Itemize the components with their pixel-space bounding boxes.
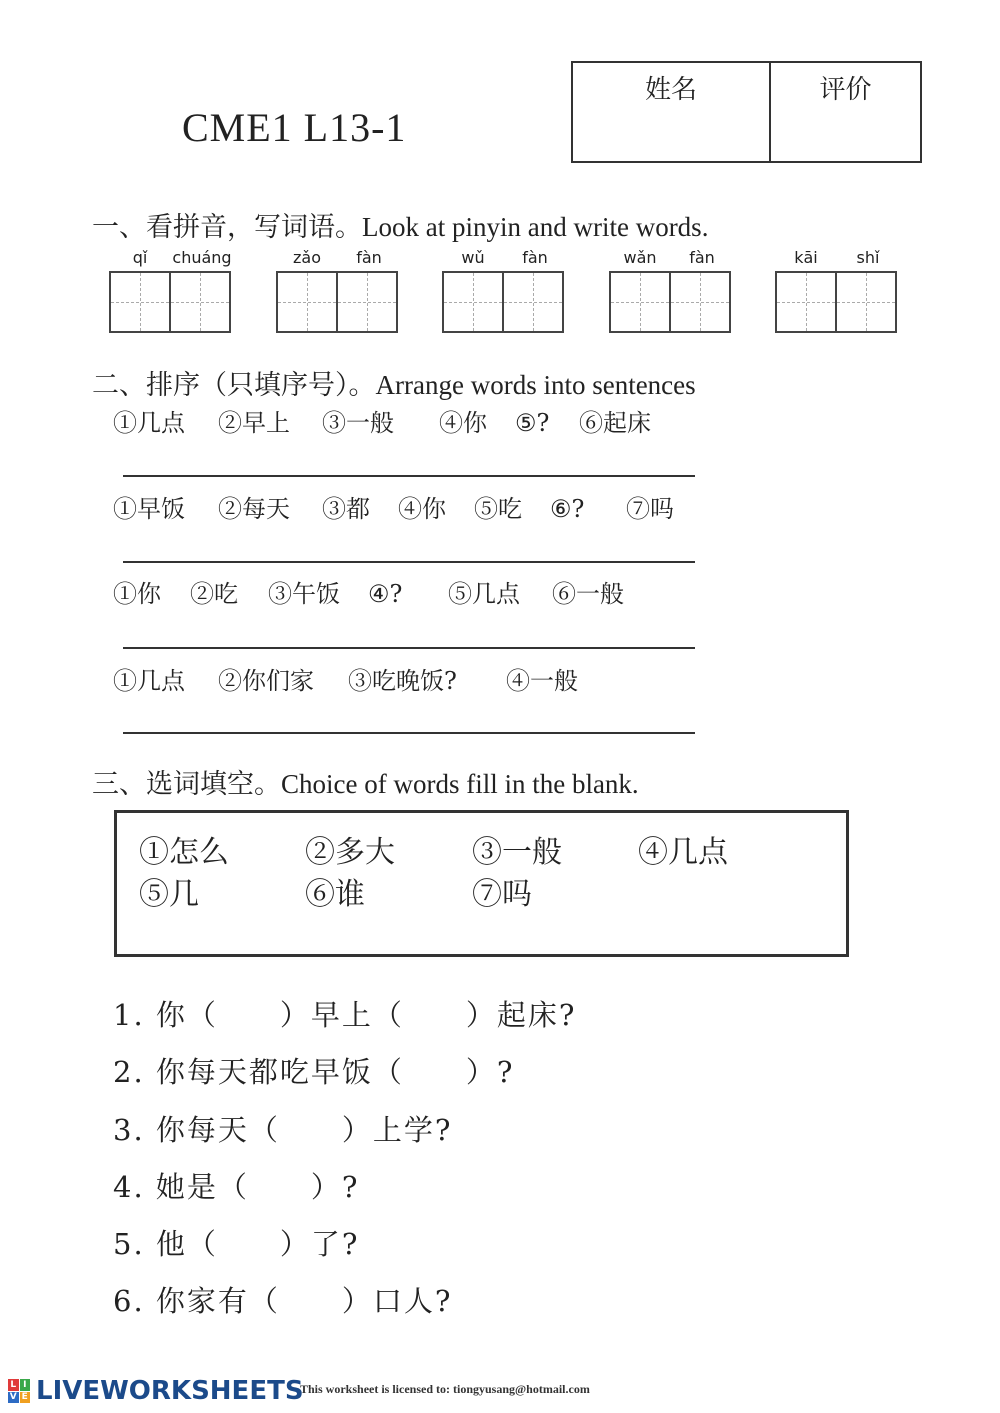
word-bank-item: ③一般: [472, 835, 562, 870]
word-option: ②吃: [190, 580, 238, 608]
fill-blank-question[interactable]: 2. 你每天都吃早饭（ ）?: [113, 1055, 515, 1089]
word-option: ③吃晚饭?: [348, 667, 457, 695]
word-option: ②每天: [218, 495, 290, 523]
logo-letter: I: [20, 1379, 31, 1391]
pinyin-word-group-4: [609, 248, 733, 333]
pinyin-word-group-3: [442, 248, 566, 333]
pinyin-label: shǐ: [856, 248, 880, 267]
pinyin-label: wǔ: [461, 248, 485, 267]
pinyin-label: chuáng: [172, 248, 232, 267]
pinyin-label: fàn: [356, 248, 382, 267]
logo-letter: V: [9, 1392, 17, 1403]
word-option: ①你: [113, 580, 161, 608]
character-writing-box[interactable]: [502, 271, 564, 333]
character-writing-box[interactable]: [835, 271, 897, 333]
word-bank-item: ⑦吗: [472, 877, 532, 912]
word-option: ⑥?: [550, 495, 585, 523]
word-option: ⑤吃: [474, 495, 522, 523]
pinyin-word-group-2: [276, 248, 400, 333]
liveworksheets-logo-icon: [8, 1379, 30, 1403]
character-writing-box[interactable]: [109, 271, 171, 333]
word-option: ⑥一般: [552, 580, 624, 608]
fill-blank-question[interactable]: 4. 她是（ ）?: [113, 1170, 360, 1204]
word-bank-item: ④几点: [638, 835, 728, 870]
worksheet-title: CME1 L13-1: [182, 105, 407, 150]
answer-line[interactable]: [123, 475, 695, 477]
character-writing-box[interactable]: [276, 271, 338, 333]
word-option: ③午饭: [268, 580, 340, 608]
word-option: ⑤几点: [448, 580, 520, 608]
word-bank-item: ⑤几: [139, 877, 199, 912]
word-bank-box: [114, 810, 849, 957]
pinyin-label: fàn: [522, 248, 548, 267]
word-option: ⑦吗: [626, 495, 674, 523]
pinyin-label: kāi: [794, 248, 818, 267]
section1-heading: 一、看拼音，写词语。Look at pinyin and write words.: [92, 212, 709, 242]
grade-label: 评价: [819, 75, 872, 105]
word-options-row-2: [113, 489, 674, 524]
grade-cell: [771, 63, 920, 161]
section3-heading: 三、选词填空。Choice of words fill in the blank.: [92, 769, 639, 799]
fill-blank-question[interactable]: 6. 你家有（ ）口人?: [113, 1284, 453, 1318]
character-writing-box[interactable]: [169, 271, 231, 333]
character-writing-box[interactable]: [609, 271, 671, 333]
word-option: ②你们家: [218, 667, 314, 695]
name-grade-table: [571, 61, 922, 163]
liveworksheets-footer: [8, 1376, 304, 1406]
fill-blank-question[interactable]: 1. 你（ ）早上（ ）起床?: [113, 998, 577, 1032]
pinyin-label: qǐ: [132, 248, 148, 267]
word-option: ③都: [322, 495, 370, 523]
pinyin-word-group-1: [109, 248, 233, 333]
word-option: ④你: [439, 409, 487, 437]
logo-letter: L: [8, 1379, 19, 1391]
character-writing-box[interactable]: [669, 271, 731, 333]
answer-line[interactable]: [123, 647, 695, 649]
word-option: ③一般: [322, 409, 394, 437]
fill-blank-question[interactable]: 5. 他（ ）了?: [113, 1227, 360, 1261]
character-writing-box[interactable]: [336, 271, 398, 333]
name-label: 姓名: [644, 75, 697, 105]
pinyin-label: wǎn: [623, 248, 657, 267]
answer-line[interactable]: [123, 732, 695, 734]
word-option: ②早上: [218, 409, 290, 437]
word-bank-item: ①怎么: [139, 835, 229, 870]
word-options-row-1: [113, 403, 651, 438]
pinyin-label: zǎo: [293, 248, 321, 267]
word-bank-item: ⑥谁: [305, 877, 365, 912]
word-option: ①早饭: [113, 495, 185, 523]
word-option: ①几点: [113, 409, 185, 437]
pinyin-word-group-5: [775, 248, 899, 333]
pinyin-label: fàn: [689, 248, 715, 267]
liveworksheets-logo-text[interactable]: LIVEWORKSHEETS: [36, 1376, 304, 1406]
character-writing-box[interactable]: [442, 271, 504, 333]
logo-letter: E: [20, 1392, 31, 1404]
word-bank-item: ②多大: [305, 835, 395, 870]
word-option: ④一般: [506, 667, 578, 695]
answer-line[interactable]: [123, 561, 695, 563]
word-options-row-3: [113, 574, 624, 609]
character-writing-box[interactable]: [775, 271, 837, 333]
fill-blank-question[interactable]: 3. 你每天（ ）上学?: [113, 1113, 453, 1147]
license-note: This worksheet is licensed to: tiongyusang@hotmail.com: [300, 1382, 590, 1396]
section2-heading: 二、排序（只填序号）。Arrange words into sentences: [92, 370, 696, 400]
word-option: ④你: [398, 495, 446, 523]
word-options-row-4: [113, 661, 578, 696]
word-option: ⑥起床: [579, 409, 651, 437]
word-option: ①几点: [113, 667, 185, 695]
word-option: ④?: [368, 580, 403, 608]
word-option: ⑤?: [515, 409, 550, 437]
name-cell[interactable]: [573, 63, 771, 161]
